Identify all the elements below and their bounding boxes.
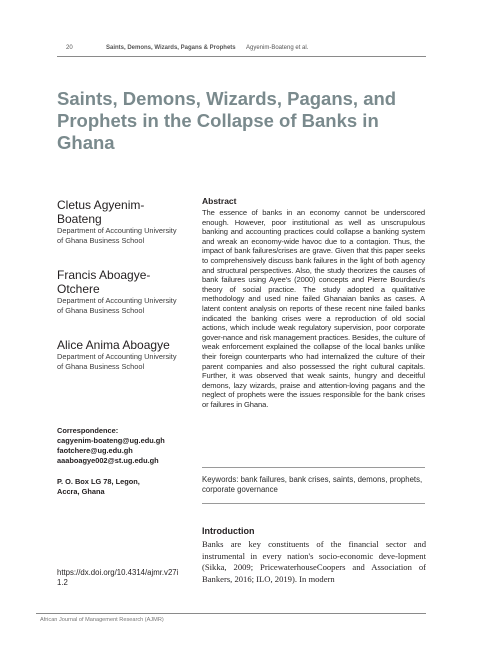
correspondence-heading: Correspondence: bbox=[57, 426, 119, 435]
running-title: Saints, Demons, Wizards, Pagans & Prophets bbox=[106, 45, 236, 51]
abstract-text: The essence of banks in an economy cannot be underscored enough. However, poor institutional as well as unscrupulous banking and accounting practices could collapse a banking system and wreak an economy-wide havoc due to a contagion. Thus, the impact of bank failures/crises are grave. Given that this paper seeks to comprehensively discuss bank failures in the light of both agency and structural perspectives. Also, the study theorizes the causes of bank failures using Ayee's (2000) concepts and Pierre Bourdieu's theory of social practice. The study adopted a qualitative methodology and used nine failed Ghanaian banks as cases. A latent content analysis on reports of these recent nine failed banks indicated the banking crises were a reproduction of old social actions, which include weak regulatory supervision, poor corporate gover-nance and risk management practices. Besides, the culture of weak enforcement explained the collapse of the local banks unlike their foreign counterparts who had internalized the culture of their parent companies and also possessed the right cultural capitals. Further, it was observed that weak saints, hungry and deceitful demons, lazy wizards, praise and attention-loving pagans and the neglect of prophets were the issues responsible for the bank crises or failures in Ghana. bbox=[202, 208, 425, 409]
page-number: 20 bbox=[66, 45, 73, 51]
running-authors: Agyenim-Boateng et al. bbox=[246, 45, 309, 51]
author-name: Cletus Agyenim-Boateng bbox=[57, 198, 145, 226]
author-block bbox=[57, 198, 182, 246]
journal-footer: African Journal of Management Research (AJMR) bbox=[40, 617, 164, 623]
author-name: Alice Anima Aboagye bbox=[57, 338, 170, 352]
introduction-heading: Introduction bbox=[202, 526, 255, 536]
address-line: P. O. Box LG 78, Legon, bbox=[57, 477, 140, 486]
doi-text[interactable]: https://dx.doi.org/10.4314/ajmr.v27i1.2 bbox=[57, 568, 179, 587]
author-affiliation: Department of Accounting University of Ghana Business School bbox=[57, 296, 177, 315]
header-rule bbox=[57, 56, 426, 57]
address-line: Accra, Ghana bbox=[57, 487, 105, 496]
email-link[interactable]: faotchere@ug.edu.gh bbox=[57, 446, 133, 455]
doi-link[interactable] bbox=[57, 568, 182, 588]
author-block bbox=[57, 338, 182, 372]
introduction-text: Banks are key constituents of the financial sector and instrumental in every nation's socio-economic deve-lopment (Sikka, 2009; PricewaterhouseCoopers and Association of Bankers, 2016; ILO, 2019). In modern bbox=[202, 539, 426, 584]
keywords-top-rule bbox=[202, 467, 425, 468]
keywords: Keywords: bank failures, bank crises, saints, demons, prophets, corporate governance bbox=[202, 475, 423, 494]
author-affiliation: Department of Accounting University of Ghana Business School bbox=[57, 352, 177, 371]
author-name: Francis Aboagye-Otchere bbox=[57, 268, 151, 296]
email-link[interactable]: cagyenim-boateng@ug.edu.gh bbox=[57, 436, 165, 445]
keywords-bottom-rule bbox=[202, 503, 425, 504]
author-affiliation: Department of Accounting University of Ghana Business School bbox=[57, 226, 177, 245]
footer-rule bbox=[36, 613, 426, 614]
postal-address bbox=[57, 477, 182, 497]
article-title: Saints, Demons, Wizards, Pagans, and Prophets in the Collapse of Banks in Ghana bbox=[57, 88, 397, 153]
author-block bbox=[57, 268, 182, 316]
abstract-heading: Abstract bbox=[202, 196, 237, 206]
email-link[interactable]: aaaboagye002@st.ug.edu.gh bbox=[57, 456, 159, 465]
correspondence-block bbox=[57, 426, 182, 466]
